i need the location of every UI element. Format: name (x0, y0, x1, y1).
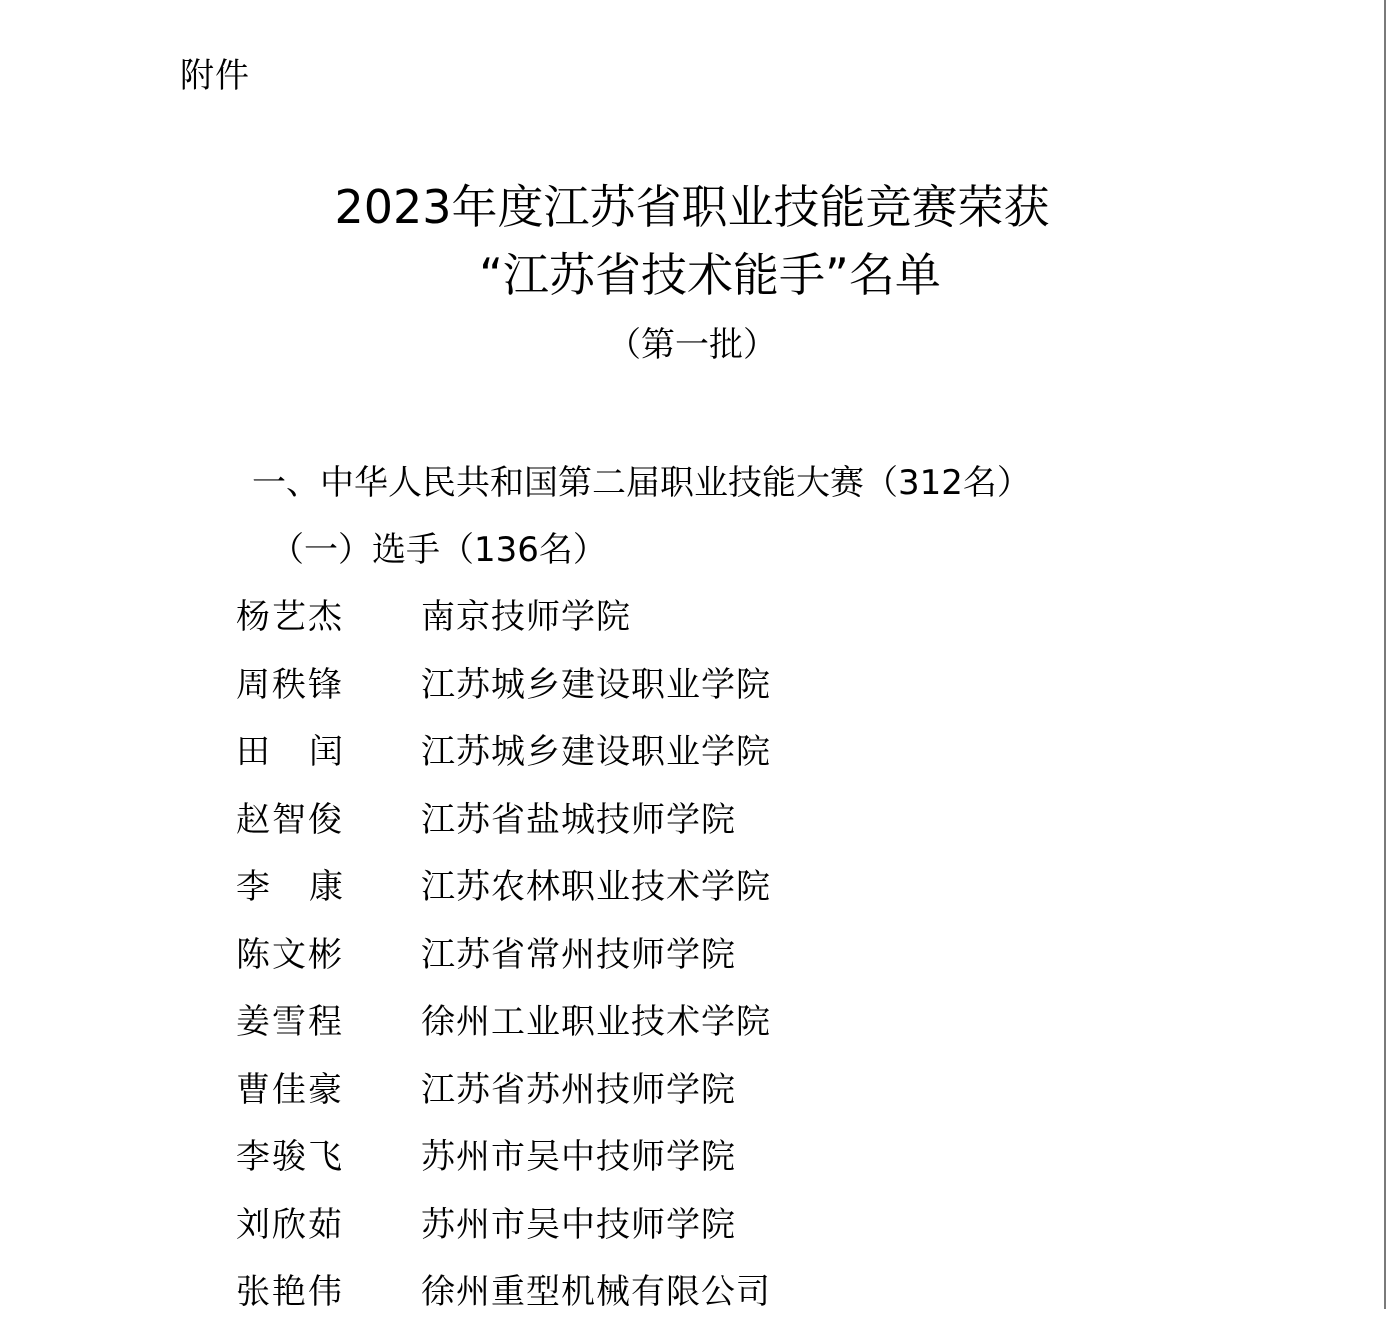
roster-row (236, 1134, 1336, 1202)
roster-row (236, 594, 1336, 662)
person-name: 李康 (236, 867, 382, 907)
batch-label: （第一批） (607, 325, 777, 365)
organization-name: 江苏省常州技师学院 (421, 934, 736, 975)
person-name: 赵智俊 (236, 799, 344, 840)
roster-row (236, 1269, 1336, 1337)
person-name: 刘欣茹 (236, 1204, 344, 1245)
page-edge-divider (1384, 0, 1389, 1309)
attachment-label: 附件 (180, 56, 250, 96)
document-title-line-2: “江苏省技术能手”名单 (479, 248, 941, 302)
roster-row (236, 662, 1336, 730)
section-heading: 一、中华人民共和国第二届职业技能大赛（312名） (252, 463, 1031, 503)
person-name: 曹佳豪 (236, 1069, 344, 1110)
organization-name: 江苏省盐城技师学院 (421, 799, 736, 840)
person-name: 姜雪程 (236, 1002, 344, 1042)
roster-row (236, 797, 1336, 865)
roster-row (236, 1067, 1336, 1135)
subsection-heading: （一）选手（136名） (270, 530, 607, 570)
roster-row (236, 864, 1336, 932)
organization-name: 苏州市吴中技师学院 (421, 1204, 736, 1245)
person-name: 陈文彬 (236, 934, 344, 975)
organization-name: 苏州市吴中技师学院 (421, 1137, 736, 1177)
person-name: 杨艺杰 (236, 597, 344, 637)
person-name: 田闰 (236, 732, 382, 772)
roster-row (236, 999, 1336, 1067)
person-name: 张艳伟 (236, 1272, 344, 1312)
organization-name: 江苏城乡建设职业学院 (421, 732, 771, 772)
person-name: 李骏飞 (236, 1137, 344, 1177)
person-name: 周秩锋 (236, 664, 344, 705)
roster-list (236, 594, 1336, 1337)
organization-name: 江苏城乡建设职业学院 (421, 664, 771, 705)
organization-name: 徐州工业职业技术学院 (421, 1002, 771, 1042)
organization-name: 江苏省苏州技师学院 (421, 1069, 736, 1110)
document-title-line-1: 2023年度江苏省职业技能竞赛荣获 (334, 180, 1050, 234)
roster-row (236, 729, 1336, 797)
roster-row (236, 1202, 1336, 1270)
organization-name: 南京技师学院 (421, 597, 631, 637)
organization-name: 徐州重型机械有限公司 (421, 1272, 771, 1312)
roster-row (236, 932, 1336, 1000)
organization-name: 江苏农林职业技术学院 (421, 867, 771, 907)
